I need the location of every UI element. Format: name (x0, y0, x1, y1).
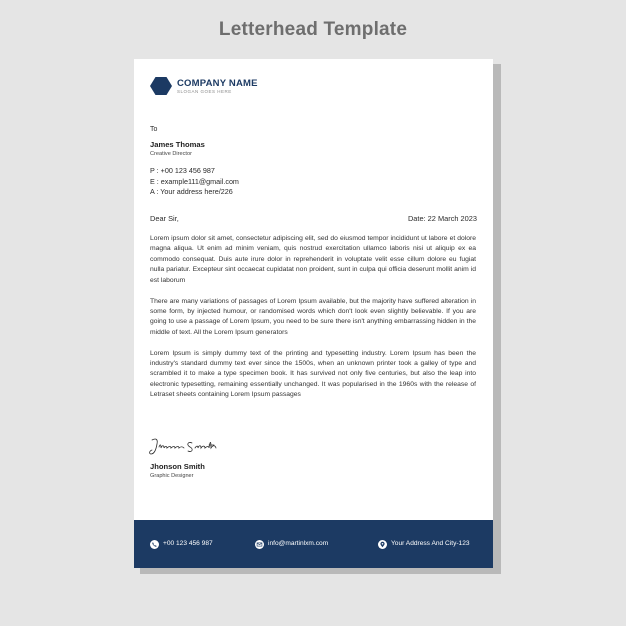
company-slogan: SLOGAN GOES HERE (177, 88, 232, 94)
letterhead-sheet (134, 59, 493, 568)
recipient-contact (150, 166, 239, 198)
recipient-block (150, 125, 205, 158)
recipient-phone: P : +00 123 456 987 (150, 166, 215, 175)
footer-address (378, 539, 470, 549)
footer-address-text: Your Address And City-123 (391, 540, 470, 547)
signer-title: Graphic Designer (150, 473, 194, 479)
signature (148, 435, 230, 459)
body-paragraph: Lorem ipsum dolor sit amet, consectetur adipiscing elit, sed do eiusmod tempor incididunt ut labore et dolore magna aliqua. Ut enim ad minim veniam, quis nostrud exercitation ullamco laboris nisi ut aliquip ex ea commodo consequat. Duis aute irure dolor in reprehenderit in voluptate velit esse cillum dolore eu fugiat nulla pariatur. Excepteur sint occaecat cupidatat non proident, sunt in culpa qui officia deserunt mollit anim id est laborum (150, 235, 476, 284)
company-logo-text (177, 78, 258, 95)
salutation: Dear Sir, (150, 214, 179, 223)
company-name: COMPANY NAME (177, 77, 258, 89)
footer-email (255, 539, 328, 549)
recipient-title: Creative Director (150, 151, 192, 157)
body-paragraph: Lorem Ipsum is simply dummy text of the printing and typesetting industry. Lorem Ipsum has been the industry's standard dummy text ever since the 1500s, when an unknown printer took a galley of type and scrambled it to make a type specimen book. It has survived not only five centuries, but also the leap into electronic typesetting, remaining essentially unchanged. It was popularised in the 1960s with the release of Letraset sheets containing Lorem Ipsum passages (150, 349, 476, 399)
signer-name: Jhonson Smith (150, 462, 205, 471)
page-heading: Letterhead Template (218, 19, 408, 40)
footer-phone (150, 539, 213, 549)
letter-date: Date: 22 March 2023 (407, 214, 477, 223)
recipient-name: James Thomas (150, 140, 205, 149)
company-logo (150, 75, 258, 97)
footer-email-text: info@martinlxm.com (268, 540, 329, 547)
footer-phone-text: +00 123 456 987 (163, 540, 213, 547)
recipient-address: A : Your address here/226 (150, 187, 233, 196)
hexagon-logo-icon (150, 75, 172, 97)
phone-icon (150, 540, 159, 549)
letterhead-footer (134, 520, 493, 568)
to-label: To (150, 126, 158, 133)
body-paragraph: There are many variations of passages of Lorem Ipsum available, but the majority have suffered alteration in some form, by injected humour, or randomised words which don't look even slightly believable. If you are going to use a passage of Lorem Ipsum, you need to be sure there isn't anything embarrassing hidden in the middle of text. All the Lorem Ipsum generators (150, 297, 476, 336)
letter-body (150, 234, 476, 411)
location-pin-icon (378, 540, 387, 549)
recipient-email: E : example111@gmail.com (150, 176, 239, 186)
email-icon (255, 540, 264, 549)
